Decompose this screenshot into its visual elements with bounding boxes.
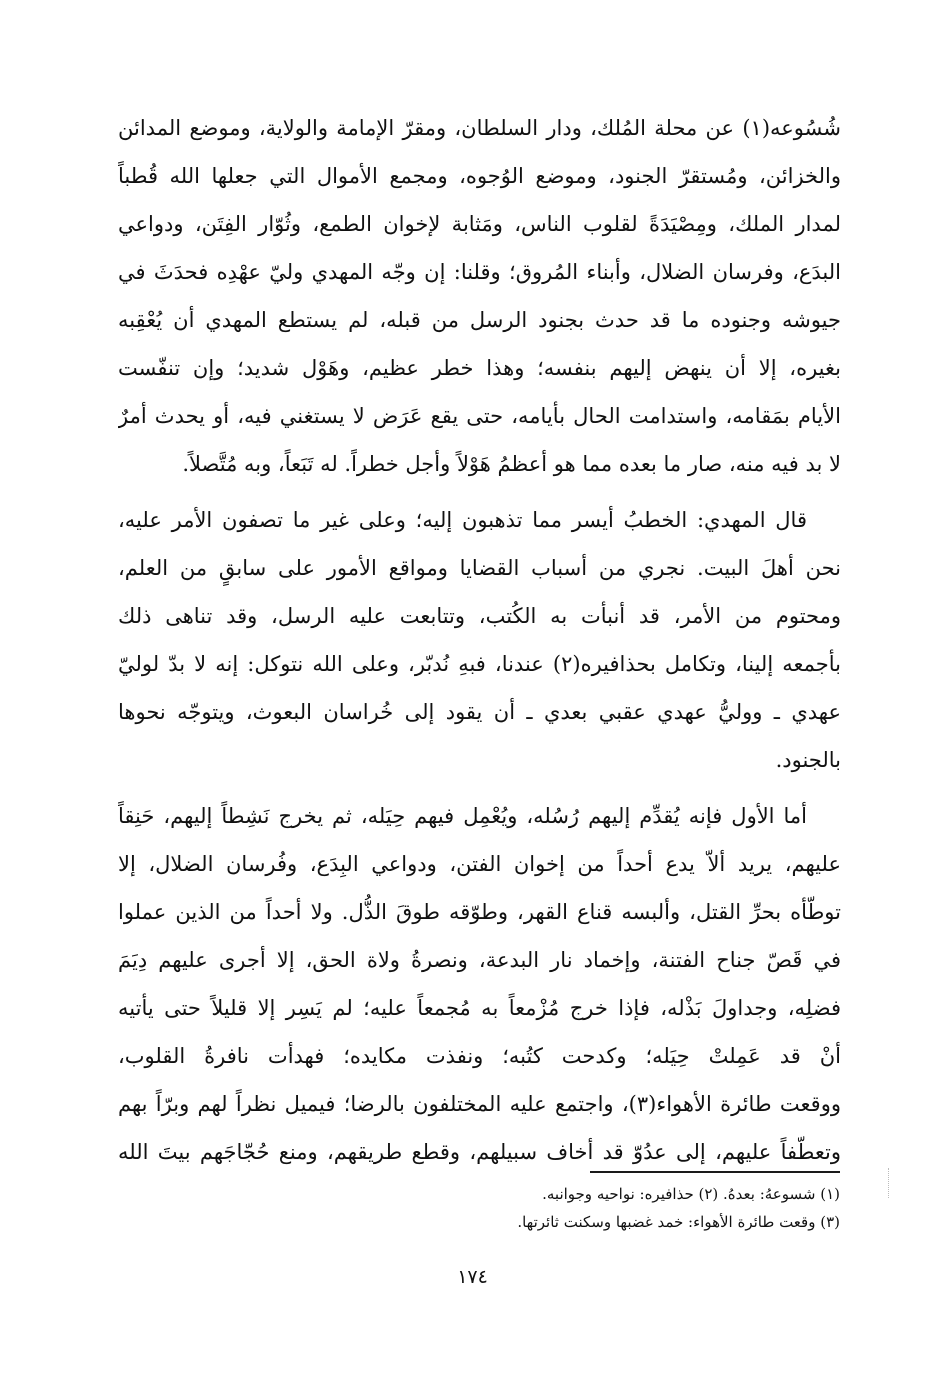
paragraph-line: ووقعت طائرة الأهواء(٣)، واجتمع عليه المختلفون بالرضا؛ فيميل نظراً لهم وبرّاً بهم [118,1092,841,1116]
paragraph-line: أما الأول فإنه يُقدِّم إليهم رُسُله، ويُعْمِل فيهم حِيَله، ثم يخرج نَشِطاً إليهم، حَنِقاً [118,804,807,828]
paragraph-line: قال المهدي: الخطبُ أيسر مما تذهبون إليه؛ وعلى غير ما تصفون الأمر عليه، [118,508,807,532]
margin-scan-mark [888,1168,893,1198]
footnote: (١) شسوعهُ: بعدهُ. (٢) حذافيره: نواحيه وجوانبه. [542,1185,840,1203]
paragraph-line: ومحتوم من الأمر، قد أنبأت به الكُتب، وتتابعت عليه الرسل، وقد تناهى ذلك [118,604,841,628]
paragraph-line: والخزائن، ومُستقرّ الجنود، وموضع الوُجوه، ومجمع الأموال التي جعلها الله قُطباً [118,164,841,188]
footnote-divider [590,1171,840,1173]
paragraph-line: شُسُوعه(١) عن محلة المُلك، ودار السلطان، ومقرّ الإمامة والولاية، وموضع المدائن [118,116,841,140]
paragraph-line: عليهم، يريد ألاّ يدع أحداً من إخوان الفتن، ودواعي البِدَع، وفُرسان الضلال، إلا [118,852,841,876]
page-number: ١٧٤ [457,1266,488,1288]
paragraph-line: في قَصّ جناح الفتنة، وإخماد نار البدعة، ونصرةُ ولاة الحق، إلا أجرى عليهم دِيَمَ [118,948,841,972]
paragraph-line: الأيام بمَقامه، واستدامت الحال بأيامه، حتى يقع عَرَض لا يستغني فيه، أو يحدث أمرٌ [118,404,841,428]
paragraph-line: فضلِه، وجداولَ بَذْله، فإذا خرج مُزْمعاً به مُجمعاً عليه؛ لم يَسِر إلا قليلاً حتى يأتيه [118,996,841,1020]
paragraph-line: بغيره، إلا أن ينهض إليهم بنفسه؛ وهذا خطر عظيم، وهَوْل شديد؛ وإن تنفّست [118,356,841,380]
paragraph-line: لا بد فيه منه، صار ما بعده مما هو أعظمُ هَوْلاً وأجل خطراً. له تَبَعاً، وبه مُتَّصلاً. [182,452,841,476]
paragraph-1 [118,104,841,488]
footnotes [300,1180,840,1236]
paragraph-line: أنْ قد عَمِلتْ حِيَله؛ وكدحت كتُبه؛ ونفذت مكايده؛ فهدأت نافرةُ القلوب، [118,1044,841,1068]
paragraph-line: بالجنود. [775,748,841,772]
paragraph-line: وتعطّفاً عليهم، إلى عدُوّ قد أخاف سبيلهم، وقطع طريقهم، ومنع حُجّاجَهم بيتَ الله [118,1140,841,1164]
paragraph-line: نحن أهلَ البيت. نجري من أسباب القضايا ومواقع الأمور على سابقٍ من العلم، [118,556,841,580]
paragraph-line: بأجمعه إلينا، وتكامل بحذافيره(٢) عندنا، فبهِ نُدبّر، وعلى الله نتوكل: إنه لا بدّ لوليّ [118,652,841,676]
paragraph-line: توطّأه بحرِّ القتل، وألبسه قناع القهر، وطوّقه طوقَ الذُّل. ولا أحداً من الذين عملوا [118,900,841,924]
paragraph-2 [118,496,841,784]
paragraph-3 [118,792,841,1176]
paragraph-line: لمدار الملك، ومِصْيَدَةً لقلوب الناس، ومَثابة لإخوان الطمع، وثُوّار الفِتَن، ودواعي [118,212,841,236]
paragraph-line: جيوشه وجنوده ما قد حدث بجنود الرسل من قبله، لم يستطع المهدي أن يُعْقِبه [118,308,841,332]
paragraph-line: البدَع، وفرسان الضلال، وأبناء المُروق؛ وقلنا: إن وجّه المهدي وليّ عهْدِه فحدَثَ في [118,260,841,284]
paragraph-line: عهدي ـ ووليُّ عهدي عقبي بعدي ـ أن يقود إلى خُراسان البعوث، ويتوجّه نحوها [118,700,841,724]
footnote: (٣) وقعت طائرة الأهواء: خمد غضبها وسكنت ثائرتها. [517,1213,840,1231]
